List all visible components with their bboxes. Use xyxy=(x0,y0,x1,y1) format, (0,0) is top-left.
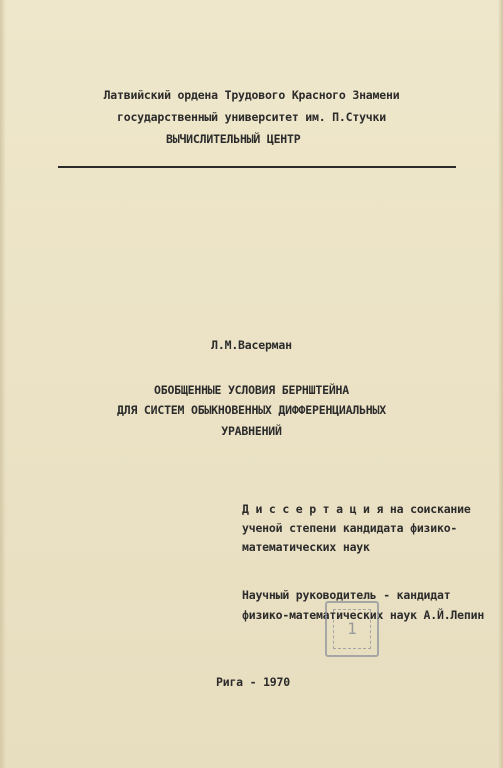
place-year: Рига - 1970 xyxy=(216,675,290,689)
dissertation-line-1: Д и с с е р т а ц и я на соискание xyxy=(242,502,471,516)
title-line-2: ДЛЯ СИСТЕМ ОБЫКНОВЕННЫХ ДИФФЕРЕНЦИАЛЬНЫХ xyxy=(117,403,386,417)
library-stamp xyxy=(325,601,379,657)
institution-line-3: ВЫЧИСЛИТЕЛЬНЫЙ ЦЕНТР xyxy=(166,132,301,146)
supervisor-line-1: Научный руководитель - кандидат xyxy=(242,588,451,602)
dissertation-line-2: ученой степени кандидата физико- xyxy=(242,521,458,535)
institution-line-1: Латвийский ордена Трудового Красного Знамени xyxy=(103,88,400,102)
supervisor-line-2: физико-математических наук А.Й.Лепин xyxy=(242,608,485,622)
title-line-3: УРАВНЕНИЙ xyxy=(221,424,282,438)
institution-line-2: государственный университет им. П.Стучки xyxy=(117,110,386,124)
header-divider xyxy=(58,166,456,168)
library-stamp-number: 1 xyxy=(347,619,357,638)
dissertation-line-3: математических наук xyxy=(242,540,370,554)
author-name: Л.М.Васерман xyxy=(211,338,292,352)
title-line-1: ОБОБЩЕННЫЕ УСЛОВИЯ БЕРНШТЕЙНА xyxy=(154,383,349,397)
